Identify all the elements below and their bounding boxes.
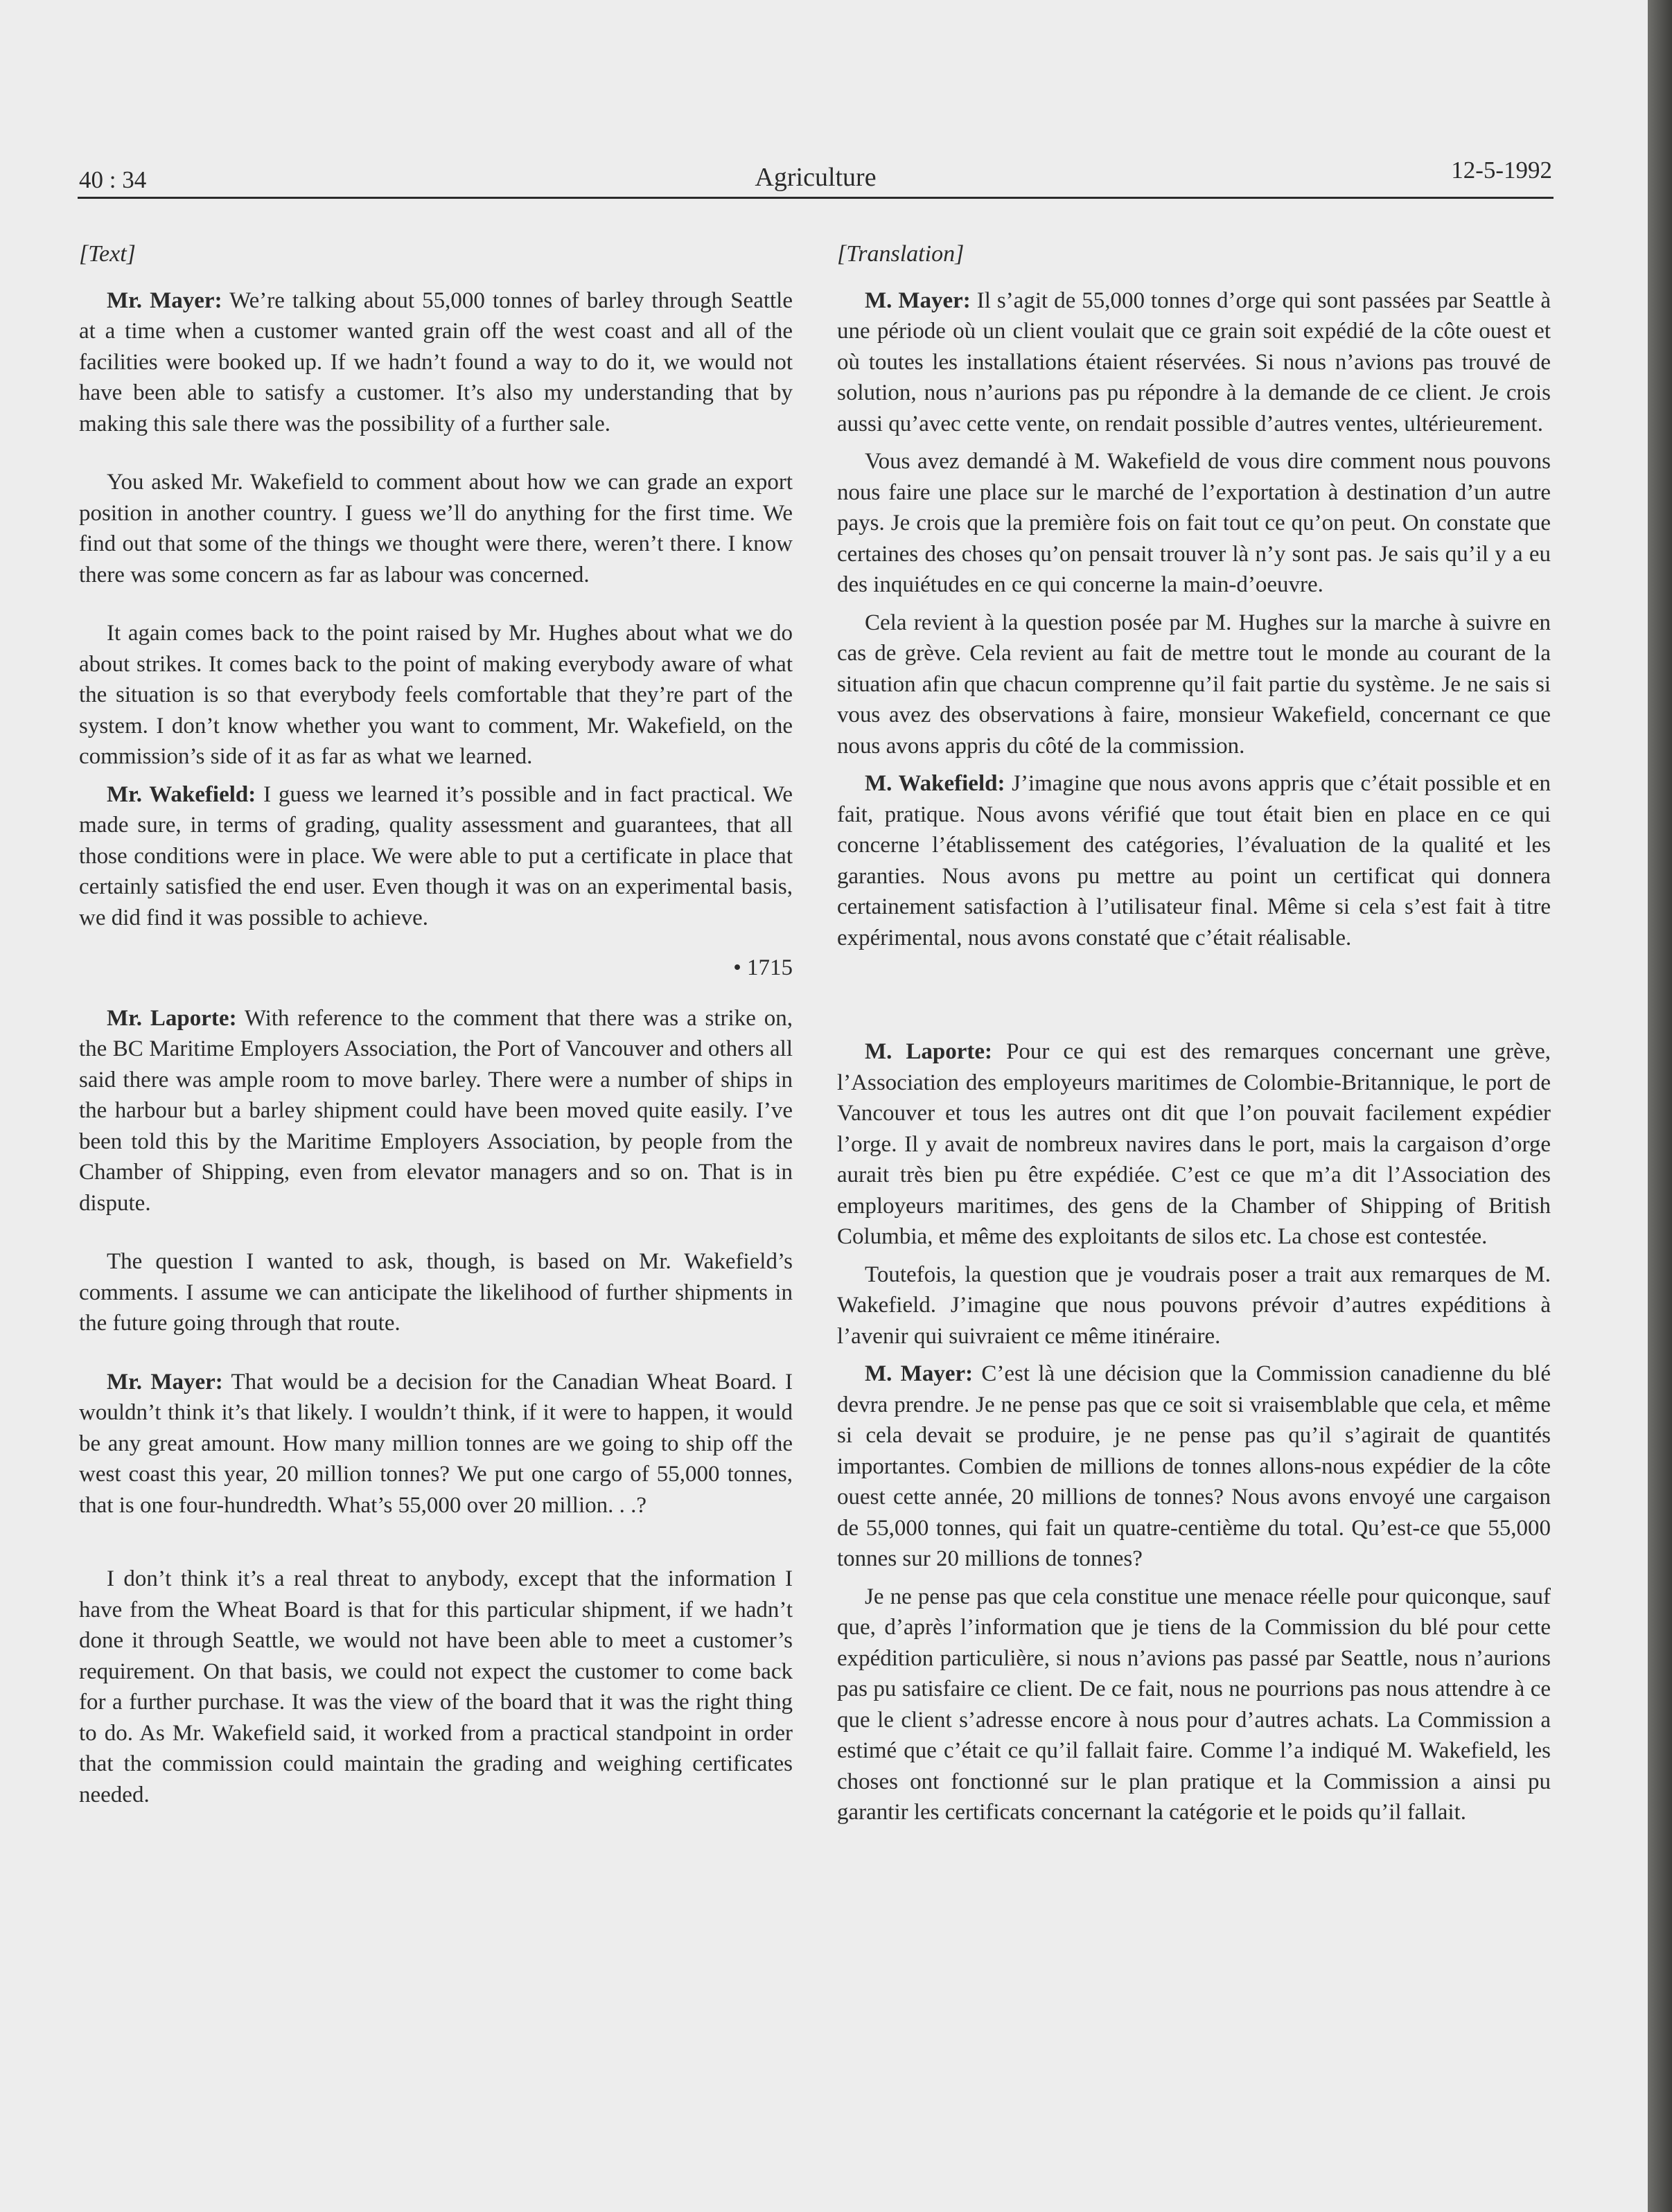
french-column <box>837 239 1551 1828</box>
paragraph: M. Mayer: C’est là une décision que la Commission canadienne du blé devra prendre. Je ne pense pas que ce soit si vraisemblable que cela, et même si cela devait se produire, je ne pense pas qu’il s’agirait de quantités importantes. Combien de millions de tonnes allons-nous expédier de la côte ouest cette année, 20 millions de tonnes? Nous avons envoyé une cargaison de 55,000 tonnes, qui fait un quatre-centième du total. Qu’est-ce que 55,000 tonnes sur 20 millions de tonnes? <box>837 1361 1551 1571</box>
page-number: 40 : 34 <box>79 166 147 193</box>
english-column <box>79 239 793 1810</box>
text-tag: [Text] <box>79 241 136 267</box>
speaker-name: M. Mayer: <box>865 1361 974 1386</box>
timestamp: • 1715 <box>733 955 793 980</box>
speaker-name: Mr. Mayer: <box>107 287 222 313</box>
paragraph: M. Wakefield: J’imagine que nous avons appris que c’était possible et en fait, pratique. Nous avons vérifié que tout était bien en place en ce qui concerne l’établissement des catégories, l’évaluation de la qualité et les garanties. Nous avons pu mettre au point un certificat qui donnera certainement satisfaction à l’utilisateur final. Même si cela s’est fait à titre expérimental, nous avons constaté que c’était réalisable. <box>837 771 1551 950</box>
paragraph: M. Laporte: Pour ce qui est des remarques concernant une grève, l’Association des employeurs maritimes de Colombie-Britannique, le port de Vancouver et tous les autres ont dit que l’on pouvait facilement expédier l’orge. Il y avait de nombreux navires dans le port, mais la cargaison d’orge aurait très bien pu être expédiée. C’est ce que m’a dit l’Association des employeurs maritimes, des gens de la Chamber of Shipping of British Columbia, et même des exploitants de silos etc. La chose est contestée. <box>837 1039 1551 1249</box>
page-header <box>78 154 1554 199</box>
speaker-name: Mr. Laporte: <box>107 1005 237 1031</box>
paragraph: Vous avez demandé à M. Wakefield de vous dire comment nous pouvons nous faire une place sur le marché de l’exportation à destination d’un autre pays. Je crois que la première fois on fait tout ce qu’on peut. On constate que certaines des choses qu’on pensait trouver là n’y sont pas. Je sais qu’il y a eu des inquiétudes en ce qui concerne la main-d’oeuvre. <box>837 449 1551 597</box>
paragraph: M. Mayer: Il s’agit de 55,000 tonnes d’orge qui sont passées par Seattle à une période où un client voulait que ce grain soit expédié de la côte ouest et où toutes les installations étaient réservées. Si nous n’avions pas trouvé de solution, nous n’aurions pas pu répondre à la demande de ce client. Je crois aussi qu’avec cette vente, on rendait possible d’autres ventes, ultérieurement. <box>837 287 1551 436</box>
paragraph: Mr. Mayer: We’re talking about 55,000 tonnes of barley through Seattle at a time when a customer wanted grain off the west coast and all of the facilities were booked up. If we hadn’t found a way to do it, we would not have been able to satisfy a customer. It’s also my understanding that by making this sale there was the possibility of a further sale. <box>79 287 793 436</box>
paragraph: Cela revient à la question posée par M. Hughes sur la marche à suivre en cas de grève. Cela revient au fait de mettre tout le monde au courant de la situation afin que chacun comprenne qu’il fait partie du système. Je ne sais si vous avez des observations à faire, monsieur Wakefield, concernant ce que nous avons appris du côté de la commission. <box>837 610 1551 759</box>
speaker-name: M. Wakefield: <box>865 771 1005 796</box>
paragraph: Toutefois, la question que je voudrais poser a trait aux remarques de M. Wakefield. J’imagine que nous pouvons prévoir d’autres expéditions à l’avenir qui suivraient ce même itinéraire. <box>837 1262 1551 1349</box>
speaker-name: M. Mayer: <box>865 287 971 313</box>
paragraph: I don’t think it’s a real threat to anybody, except that the information I have from the Wheat Board is that for this particular shipment, if we hadn’t done it through Seattle, we would not have been able to meet a customer’s requirement. On that basis, we could not expect the customer to come back for a further purchase. It was the view of the board that it was the right thing to do. As Mr. Wakefield said, it worked from a practical standpoint in order that the commission could maintain the grading and weighing certificates needed. <box>79 1566 793 1807</box>
paragraph: Mr. Mayer: That would be a decision for the Canadian Wheat Board. I wouldn’t think it’s that likely. I wouldn’t think, if it were to happen, it would be any great amount. How many million tonnes are we going to ship off the west coast this year, 20 million tonnes? We put one cargo of 55,000 tonnes, that is one four-hundredth. What’s 55,000 over 20 million. . .? <box>79 1369 793 1518</box>
paragraph: Je ne pense pas que cela constitue une menace réelle pour quiconque, sauf que, d’après l’information que je tiens de la Commission du blé pour cette expédition particulière, si nous n’avions pas passé par Seattle, nous n’aurions pas pu satisfaire ce client. De ce fait, nous ne pourrions pas nous attendre à ce que le client s’adresse encore à nous pour d’autres achats. La Commission a estimé que c’était ce qu’il fallait faire. Comme l’a indiqué M. Wakefield, les choses ont fonctionné sur le plan pratique et la Commission a ainsi pu garantir les certificats concernant la catégorie et le poids qu’il fallait. <box>837 1584 1551 1825</box>
section-title: Agriculture <box>755 163 877 192</box>
binding-edge <box>1648 0 1672 2212</box>
paragraph: Mr. Laporte: With reference to the comment that there was a strike on, the BC Maritime Employers Association, the Port of Vancouver and others all said there was ample room to move barley. There were a number of ships in the harbour but a barley shipment could have been moved quite easily. I’ve been told this by the Maritime Employers Association, by people from the Chamber of Shipping, even from elevator managers and so on. That is in dispute. <box>79 1005 793 1216</box>
speaker-name: Mr. Wakefield: <box>107 781 256 807</box>
paragraph: Mr. Wakefield: I guess we learned it’s possible and in fact practical. We made sure, in terms of grading, quality assessment and guarantees, that all those conditions were in place. We were able to put a certificate in place that certainly satisfied the end user. Even though it was on an experimental basis, we did find it was possible to achieve. <box>79 781 793 930</box>
speaker-name: Mr. Mayer: <box>107 1369 223 1395</box>
paragraph: It again comes back to the point raised by Mr. Hughes about what we do about strikes. It comes back to the point of making everybody aware of what the situation is so that everybody feels comfortable that they’re part of the system. I don’t know whether you want to comment, Mr. Wakefield, on the commission’s side of it as far as what we learned. <box>79 621 793 769</box>
sitting-date: 12-5-1992 <box>1451 157 1552 184</box>
translation-tag: [Translation] <box>837 241 965 267</box>
speaker-name: M. Laporte: <box>865 1039 993 1064</box>
paragraph: The question I wanted to ask, though, is based on Mr. Wakefield’s comments. I assume we can anticipate the likelihood of further shipments in the future going through that route. <box>79 1249 793 1336</box>
paragraph: You asked Mr. Wakefield to comment about how we can grade an export position in another country. I guess we’ll do anything for the first time. We find out that some of the things we thought were there, weren’t there. I know there was some concern as far as labour was concerned. <box>79 470 793 587</box>
